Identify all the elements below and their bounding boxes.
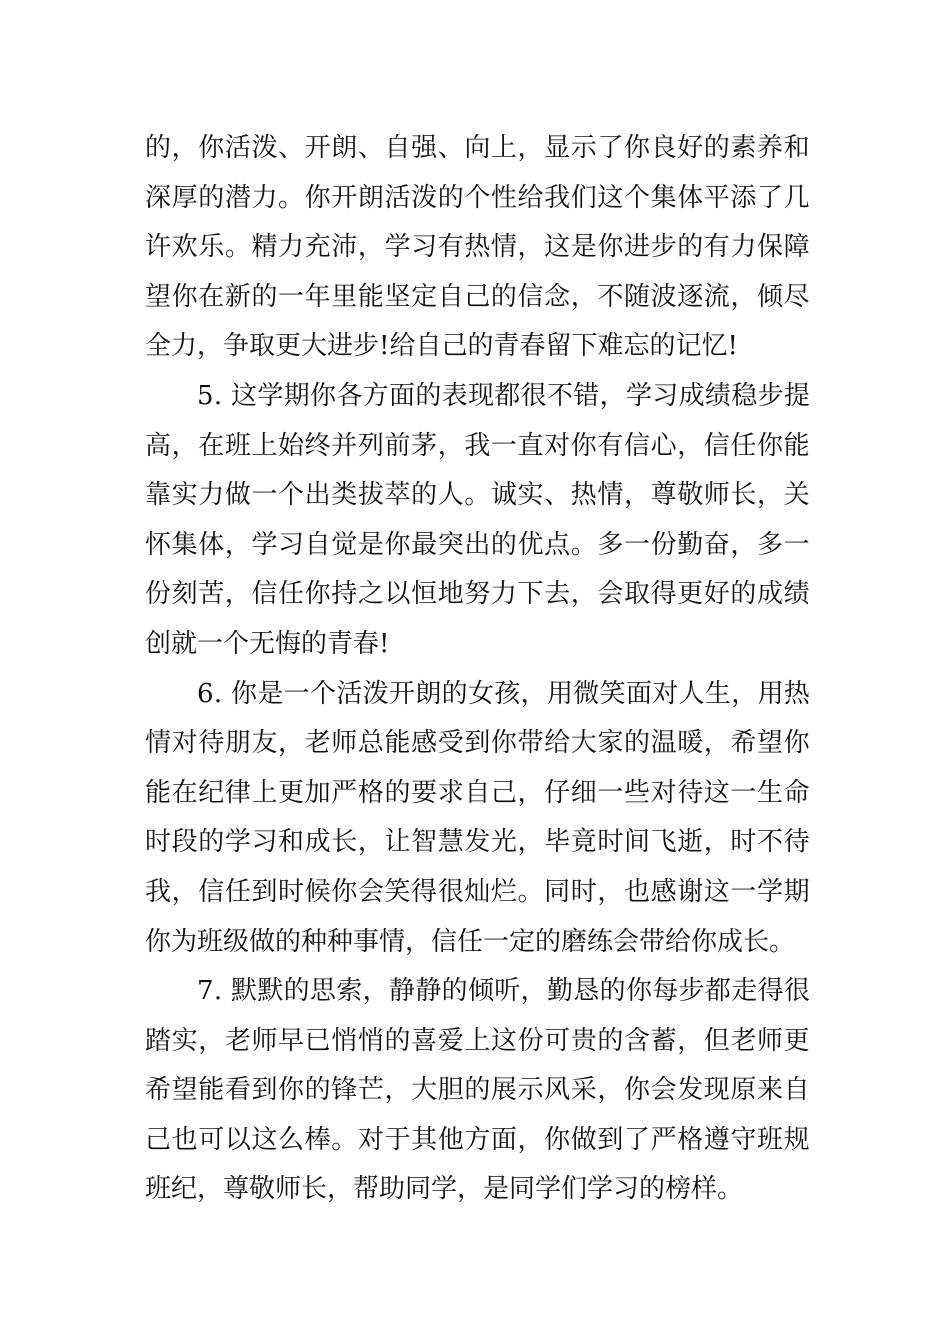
text-line: 的 ， 你 活 泼 、 开 朗 、 自 强 、 向 上 ， 显 示 了 你 良 好 的 素 养 和 [145, 133, 810, 163]
document-body [145, 124, 810, 1215]
paragraph-first-line: 6 . 你 是 一 个 活 泼 开 朗 的 女 孩 ， 用 微 笑 面 对 人 生 ， 用 热 [197, 678, 810, 709]
paragraph-first-line: 5 . 这 学 期 你 各 方 面 的 表 现 都 很 不 错 ， 学 习 成 绩 稳 步 提 [197, 380, 810, 411]
text-line: 许 欢 乐 。 精 力 充 沛 ， 学 习 有 热 情 ， 这 是 你 进 步 的 有 力 保 障 [145, 232, 810, 263]
text-line: 你为班级做的种种事情，信任一定的磨练会带给你成长。 [145, 926, 796, 957]
paragraph-first-line: 7 . 默 默 的 思 索 ， 静 静 的 倾 听 ， 勤 恳 的 你 每 步 都 走 得 很 [197, 976, 810, 1007]
text-line: 班纪，尊敬师长，帮助同学，是同学们学习的榜样。 [145, 1174, 744, 1205]
text-line: 创就一个无悔的青春! [145, 628, 390, 659]
text-line: 份 刻 苦 ， 信 任 你 持 之 以 恒 地 努 力 下 去 ， 会 取 得 更 好 的 成 绩 [145, 579, 810, 610]
text-line: 情 对 待 朋 友 ， 老 师 总 能 感 受 到 你 带 给 大 家 的 温 暖 ， 希 望 你 [145, 728, 810, 759]
text-line: 深 厚 的 潜 力 。 你 开 朗 活 泼 的 个 性 给 我 们 这 个 集 体 平 添 了 几 [145, 182, 810, 213]
text-line: 能 在 纪 律 上 更 加 严 格 的 要 求 自 己 ， 仔 细 一 些 对 待 这 一 生 命 [145, 777, 810, 808]
text-line: 全力，争取更大进步!给自己的青春留下难忘的记忆! [145, 331, 738, 362]
text-line: 时 段 的 学 习 和 成 长 ， 让 智 慧 发 光 ， 毕 竟 时 间 飞 逝 ， 时 不 待 [145, 827, 810, 858]
text-line: 我 ， 信 任 到 时 候 你 会 笑 得 很 灿 烂 。 同 时 ， 也 感 谢 这 一 学 期 [145, 876, 810, 907]
text-line: 望 你 在 新 的 一 年 里 能 坚 定 自 己 的 信 念 ， 不 随 波 逐 流 ， 倾 尽 [145, 281, 810, 312]
text-line: 己 也 可 以 这 么 棒 。 对 于 其 他 方 面 ， 你 做 到 了 严 格 遵 守 班 规 [145, 1124, 810, 1155]
text-line: 怀 集 体 ， 学 习 自 觉 是 你 最 突 出 的 优 点 。 多 一 份 勤 奋 ， 多 一 [145, 529, 810, 560]
text-line: 踏 实 ， 老 师 早 已 悄 悄 的 喜 爱 上 这 份 可 贵 的 含 蓄 ， 但 老 师 更 [145, 1025, 810, 1056]
text-line: 靠 实 力 做 一 个 出 类 拔 萃 的 人 。 诚 实 、 热 情 ， 尊 敬 师 长 ， 关 [145, 480, 810, 511]
text-line: 希 望 能 看 到 你 的 锋 芒 ， 大 胆 的 展 示 风 采 ， 你 会 发 现 原 来 自 [145, 1075, 810, 1106]
text-line: 高 ， 在 班 上 始 终 并 列 前 茅 ， 我 一 直 对 你 有 信 心 ， 信 任 你 能 [145, 430, 810, 461]
